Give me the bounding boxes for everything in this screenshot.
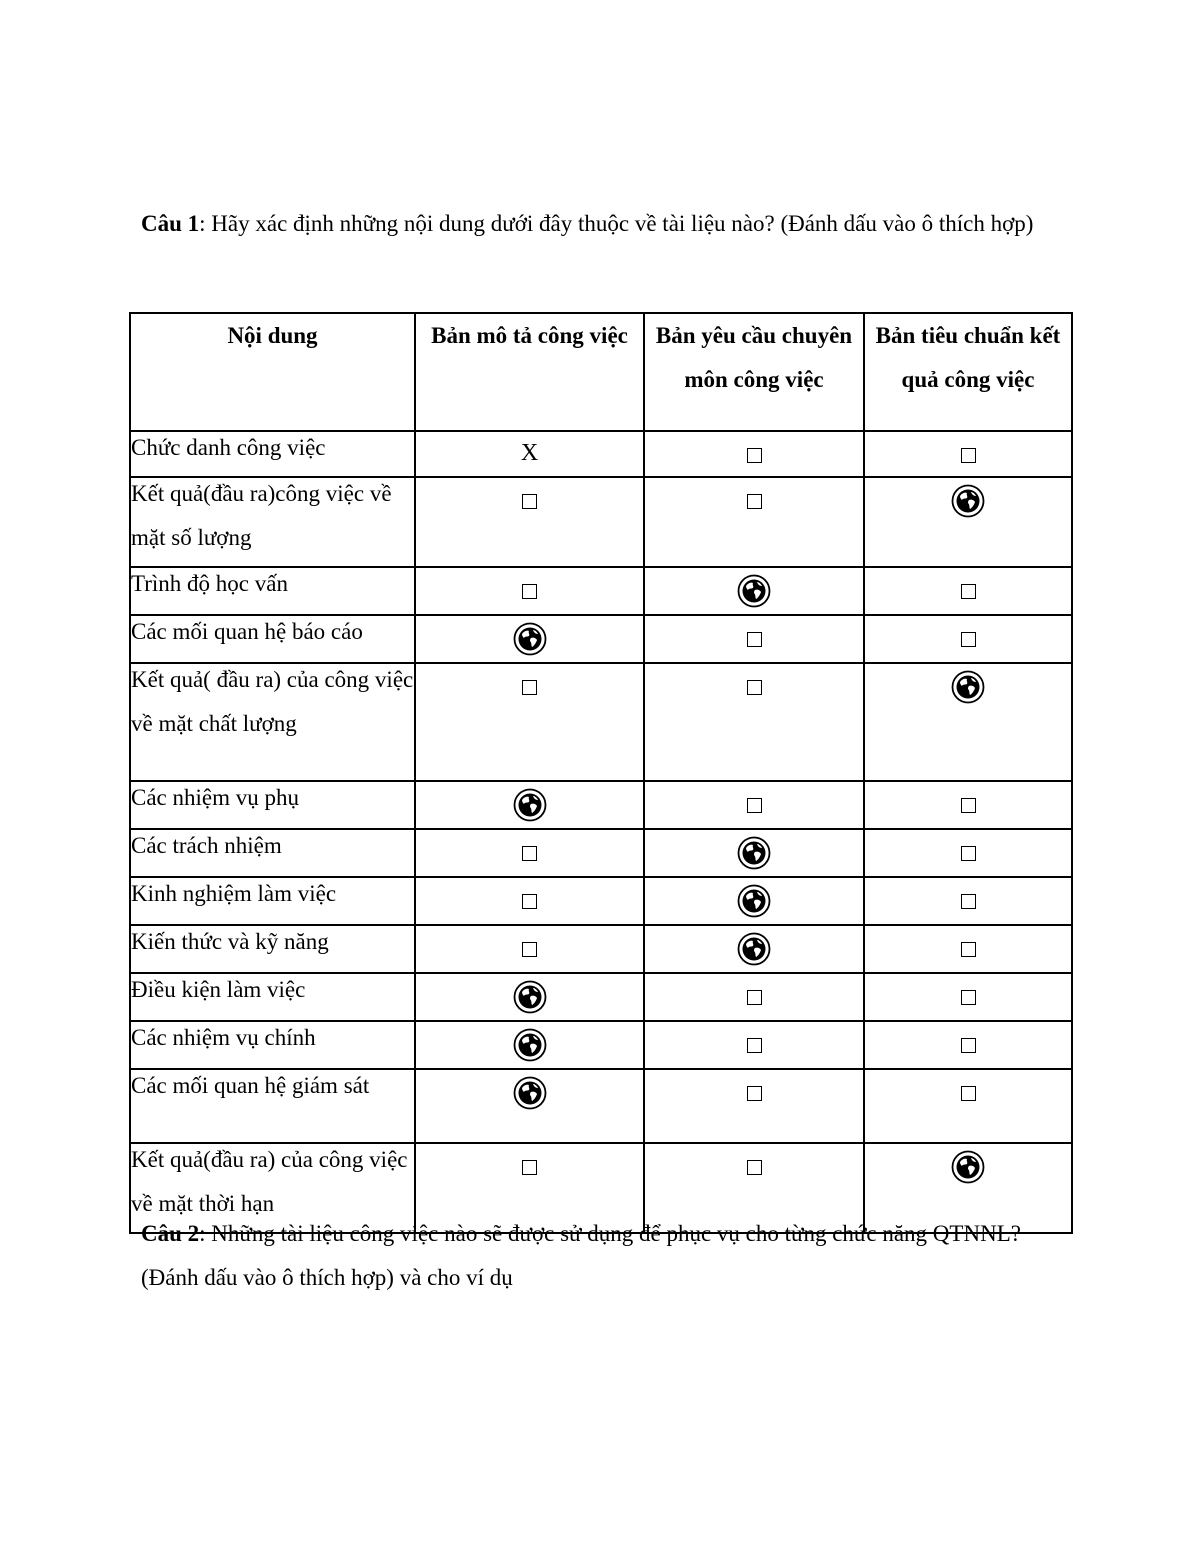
table-row <box>130 973 1072 1021</box>
row-content-label: Kết quả( đầu ra) của công việc về mặt chất lượng <box>130 657 415 775</box>
header-job-specification: Bản yêu cầu chuyên môn công việc <box>644 313 864 431</box>
checkbox-empty-icon[interactable] <box>747 494 762 509</box>
mark-cell <box>644 663 864 781</box>
table-row <box>130 829 1072 877</box>
checkbox-empty-icon[interactable] <box>747 448 762 463</box>
mark-cell <box>644 477 864 567</box>
mark-cell <box>864 1069 1072 1143</box>
table-row <box>130 1069 1072 1143</box>
row-content-label: Điều kiện làm việc <box>130 967 415 1015</box>
checkbox-empty-icon[interactable] <box>747 990 762 1005</box>
table-row <box>130 925 1072 973</box>
checkbox-empty-icon[interactable] <box>961 846 976 861</box>
row-content-label: Các mối quan hệ báo cáo <box>130 609 415 657</box>
globe-icon <box>513 1028 547 1062</box>
globe-icon <box>513 622 547 656</box>
table-row <box>130 567 1072 615</box>
table-row <box>130 1021 1072 1069</box>
row-content-label: Các mối quan hệ giám sát <box>130 1063 415 1137</box>
checkbox-empty-icon[interactable] <box>961 798 976 813</box>
checkbox-empty-icon[interactable] <box>522 1160 537 1175</box>
mark-cell <box>864 615 1072 663</box>
table-row <box>130 663 1072 781</box>
checkbox-empty-icon[interactable] <box>961 894 976 909</box>
checkbox-empty-icon[interactable] <box>522 846 537 861</box>
mark-cell <box>864 877 1072 925</box>
mark-cell <box>864 1021 1072 1069</box>
globe-icon <box>737 836 771 870</box>
row-content-label: Kinh nghiệm làm việc <box>130 871 415 919</box>
globe-icon <box>513 980 547 1014</box>
mark-cell <box>644 829 864 877</box>
row-content-label: Chức danh công việc <box>130 425 415 471</box>
row-content-label: Kết quả(đầu ra) của công việc về mặt thời hạn <box>130 1137 415 1227</box>
mark-cell <box>864 781 1072 829</box>
mark-cell <box>864 477 1072 567</box>
mark-cell <box>415 781 644 829</box>
mark-cell <box>644 1069 864 1143</box>
checkbox-empty-icon[interactable] <box>522 584 537 599</box>
mark-cell <box>415 829 644 877</box>
mark-cell <box>644 431 864 477</box>
checkbox-empty-icon[interactable] <box>961 632 976 647</box>
mark-cell <box>864 829 1072 877</box>
table-row <box>130 781 1072 829</box>
mark-cell <box>415 925 644 973</box>
globe-icon <box>951 1150 985 1184</box>
question-2 <box>141 1212 1041 1300</box>
checkbox-empty-icon[interactable] <box>747 1038 762 1053</box>
row-content-label: Kết quả(đầu ra)công việc về mặt số lượng <box>130 471 415 561</box>
checkbox-empty-icon[interactable] <box>747 632 762 647</box>
row-content-label: Các nhiệm vụ chính <box>130 1015 415 1063</box>
globe-icon <box>737 574 771 608</box>
table-row <box>130 615 1072 663</box>
globe-icon <box>513 788 547 822</box>
globe-icon <box>737 932 771 966</box>
checkbox-empty-icon[interactable] <box>747 798 762 813</box>
mark-cell <box>415 1069 644 1143</box>
header-job-description: Bản mô tả công việc <box>415 313 644 431</box>
mark-cell <box>644 567 864 615</box>
globe-icon <box>513 1076 547 1110</box>
question-1-text: : Hãy xác định những nội dung dưới đây thuộc về tài liệu nào? (Đánh dấu vào ô thích hợp) <box>199 211 1034 236</box>
checkbox-empty-icon[interactable] <box>522 494 537 509</box>
classification-table <box>129 312 1073 1234</box>
question-2-text: : Những tài liệu công việc nào sẽ được sử dụng để phục vụ cho từng chức năng QTNNL? (Đánh dấu vào ô thích hợp) và cho ví dụ <box>141 1221 1021 1290</box>
header-content: Nội dung <box>130 313 415 431</box>
globe-icon <box>951 484 985 518</box>
mark-cell <box>864 567 1072 615</box>
mark-cell <box>644 925 864 973</box>
checkbox-empty-icon[interactable] <box>522 894 537 909</box>
question-1 <box>141 202 1041 246</box>
checkbox-empty-icon[interactable] <box>961 448 976 463</box>
checkbox-empty-icon[interactable] <box>747 1160 762 1175</box>
row-content-label: Các trách nhiệm <box>130 823 415 871</box>
row-content-label: Kiến thức và kỹ năng <box>130 919 415 967</box>
mark-cell <box>415 1021 644 1069</box>
mark-cell <box>644 1021 864 1069</box>
checkbox-empty-icon[interactable] <box>747 680 762 695</box>
checkbox-empty-icon[interactable] <box>522 942 537 957</box>
row-content-label: Các nhiệm vụ phụ <box>130 775 415 823</box>
mark-cell <box>415 431 644 477</box>
globe-icon <box>737 884 771 918</box>
question-1-label: Câu 1 <box>141 211 200 236</box>
checkbox-empty-icon[interactable] <box>961 1038 976 1053</box>
mark-cell <box>644 781 864 829</box>
mark-cell <box>415 973 644 1021</box>
mark-cell <box>644 615 864 663</box>
globe-icon <box>951 670 985 704</box>
mark-cell <box>864 663 1072 781</box>
mark-cell <box>415 877 644 925</box>
checkbox-empty-icon[interactable] <box>522 680 537 695</box>
mark-cell <box>644 877 864 925</box>
mark-cell <box>415 615 644 663</box>
mark-cell <box>864 925 1072 973</box>
checkbox-empty-icon[interactable] <box>747 1086 762 1101</box>
header-performance-standard: Bản tiêu chuẩn kết quả công việc <box>864 313 1072 431</box>
mark-cell <box>864 973 1072 1021</box>
checkbox-empty-icon[interactable] <box>961 990 976 1005</box>
table-header-row <box>130 313 1072 431</box>
checkbox-empty-icon[interactable] <box>961 584 976 599</box>
checkbox-empty-icon[interactable] <box>961 1086 976 1101</box>
mark-cell <box>415 663 644 781</box>
mark-cell <box>644 973 864 1021</box>
table-row <box>130 877 1072 925</box>
checkbox-empty-icon[interactable] <box>961 942 976 957</box>
mark-cell <box>864 431 1072 477</box>
table-row <box>130 477 1072 567</box>
mark-cell <box>415 567 644 615</box>
mark-cell <box>415 477 644 567</box>
row-content-label: Trình độ học vấn <box>130 561 415 609</box>
x-mark: X <box>520 440 539 466</box>
question-2-label: Câu 2 <box>141 1221 200 1246</box>
